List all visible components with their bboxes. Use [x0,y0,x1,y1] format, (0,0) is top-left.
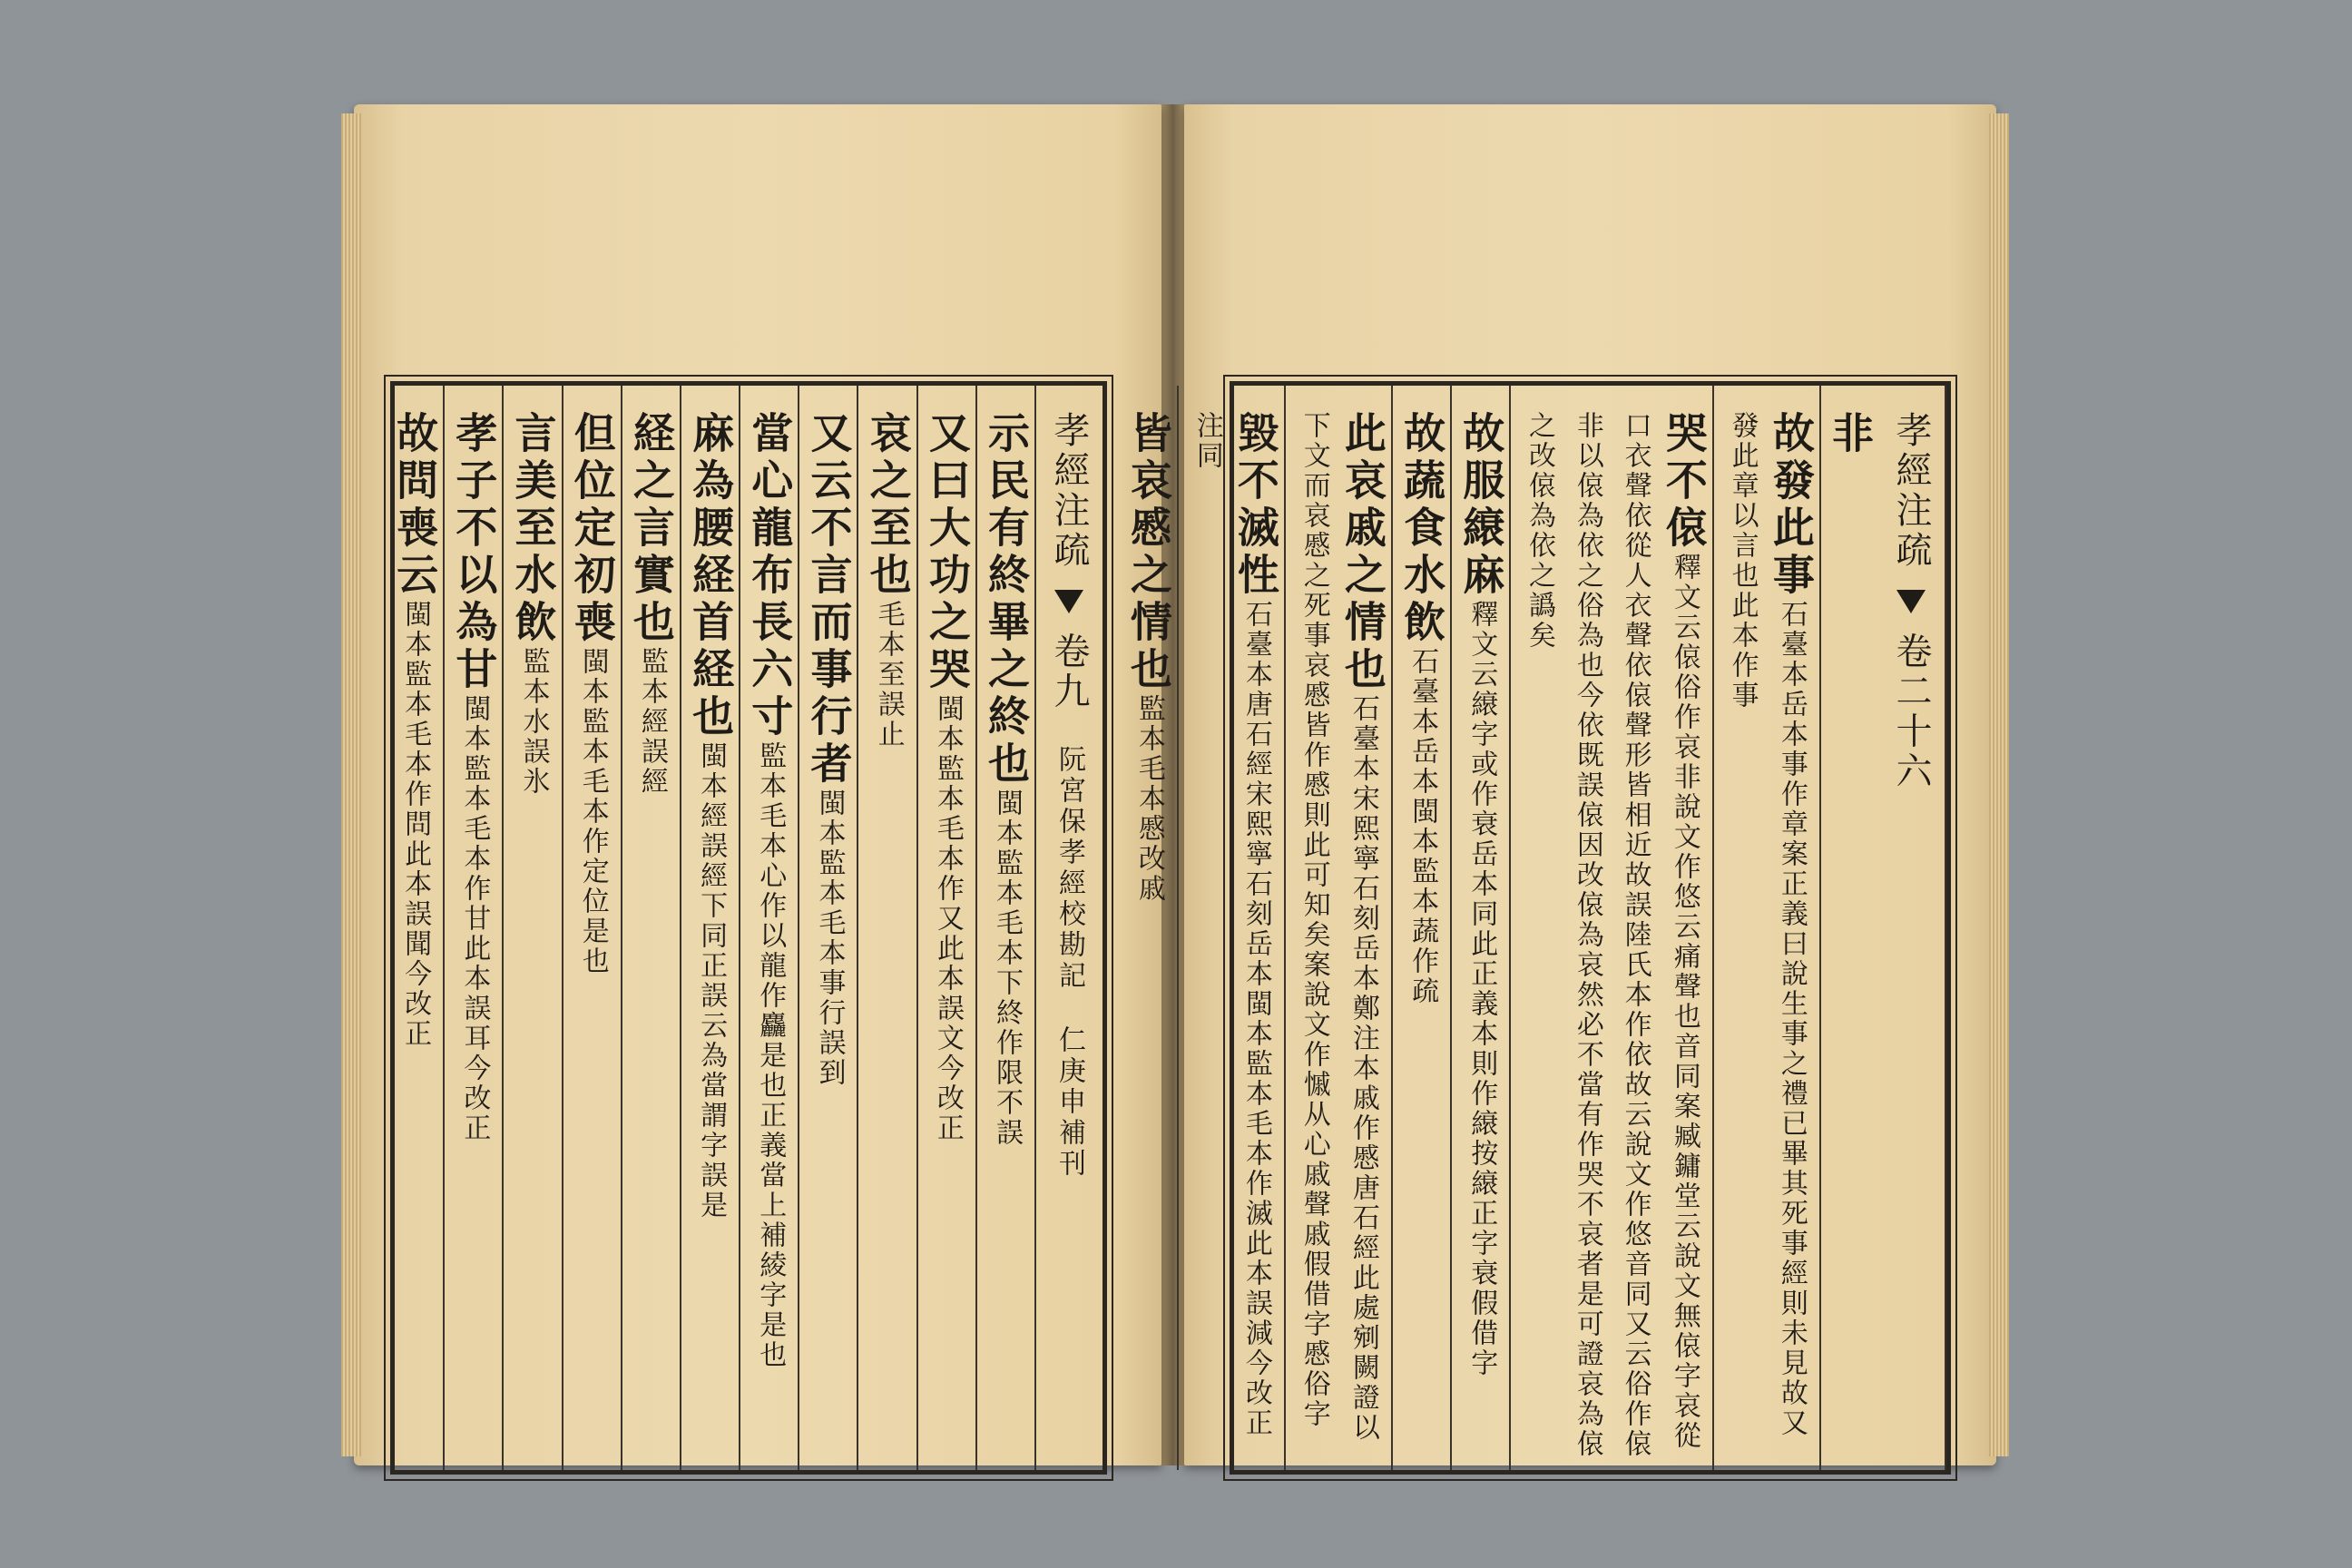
main-text: 故發此事 [1766,411,1816,600]
right-page [1123,104,1996,1465]
text-column [443,386,502,1470]
main-text: 麻為腰経首経也 [686,411,736,741]
text-column [502,386,561,1470]
main-text: 孝子不以為甘 [449,411,499,694]
margin-sub: 卷二十六 [1890,632,1932,792]
text-column [1509,386,1712,1470]
main-text: 経之言實也 [626,411,676,647]
text-column [621,386,680,1470]
annotation-text: 監本毛本心作以龍作麤是也正義當上補綾字是也 [754,741,787,1370]
text-column [975,386,1034,1470]
text-column [798,386,857,1470]
annotation-text: 石臺本宋熙寧石刻岳本鄭注本戚作慼唐石經此處剜闕證以下文而哀慼之死事哀慼皆作慼則此可知矣案說文作慽从心戚聲戚假借字慼俗字 [1298,411,1379,1443]
text-column [680,386,739,1470]
page-edge [1989,113,2009,1456]
main-text: 哀之至也 [863,411,913,600]
text-column [1712,386,1819,1470]
margin-title: 孝經注疏 [1048,411,1090,571]
main-text: 故蔬食水飲 [1397,411,1447,647]
main-text: 哭不偯 [1659,411,1709,553]
right-columns [1123,386,1946,1470]
text-column [1819,386,1878,1470]
annotation-text: 釋文云偯俗作哀非說文作悠云痛聲也音同案臧鏞堂云說文無偯字哀從口衣聲依從人衣聲依偯聲形皆相近故誤陸氏本作依故云說文作悠音同又云俗作偯非以偯為依之俗為也今依既誤偯因改偯為哀然必不當有作哭不哀者是可證哀為偯之改偯為依之譌矣 [1524,411,1700,1459]
main-text: 此哀戚之情也 [1338,411,1387,694]
text-column [1177,386,1284,1470]
main-text: 毀不滅性 [1230,411,1280,600]
main-text: 又云不言而事行者 [804,411,854,789]
main-text: 又曰大功之哭 [922,411,972,694]
text-column [386,386,443,1470]
main-text: 非 [1826,411,1875,458]
main-text: 示民有終畢之終也 [982,411,1031,789]
fish-tail-mark-icon [1896,590,1926,613]
right-margin-column [1878,386,1946,1470]
main-text: 但位定初喪 [567,411,617,647]
annotation-text: 閩本監本毛本作甘此本誤耳今改正 [458,694,491,1143]
main-text: 故問喪云 [390,411,440,600]
annotation-text: 毛本至誤止 [872,600,905,750]
annotation-text: 閩本監本毛本作問此本誤聞今改正 [399,600,432,1049]
left-margin-column [1034,386,1102,1470]
text-column [739,386,798,1470]
main-text: 言美至水飲 [508,411,558,647]
left-page [354,104,1161,1465]
main-text: 當心龍布長六寸 [745,411,795,741]
annotation-text: 閩本監本毛本事行誤到 [813,789,846,1088]
text-column [1391,386,1450,1470]
main-text: 故服縗麻 [1456,411,1506,600]
main-text: 皆哀慼之情也 [1123,411,1173,694]
fish-tail-mark-icon [1054,590,1083,613]
right-text-frame [1123,381,1951,1475]
margin-foot: 仁庚申補刊 [1054,1024,1085,1180]
margin-credit: 阮宮保孝經校勘記 [1054,745,1085,993]
annotation-text: 閩本監本毛本作定位是也 [576,647,609,976]
left-text-frame [390,381,1107,1475]
annotation-text: 監本毛本慼改戚 [1132,694,1165,904]
text-column [1120,386,1177,1470]
open-book [336,86,2014,1502]
text-column [1450,386,1509,1470]
annotation-text: 閩本監本毛本作又此本誤文今改正 [931,694,964,1143]
text-column [562,386,621,1470]
annotation-text: 石臺本唐石經宋熙寧石刻岳本閩本監本毛本作滅此本誤減今改正注同 [1191,411,1272,1438]
margin-sub: 卷九 [1048,632,1090,712]
annotation-text: 閩本經誤經下同正誤云為當謂字誤是 [695,741,728,1220]
annotation-text: 監本水誤氷 [517,647,550,797]
annotation-text: 石臺本岳本事作章案正義曰說生事之禮已畢其死事經則未見故又發此章以言也此本作事 [1726,411,1808,1438]
margin-title: 孝經注疏 [1890,411,1932,571]
annotation-text: 監本經誤經 [635,647,668,797]
text-column [857,386,916,1470]
annotation-text: 釋文云縗字或作衰岳本同此正義本則作縗按縗正字衰假借字 [1465,600,1498,1378]
annotation-text: 石臺本岳本閩本監本蔬作疏 [1406,647,1439,1006]
annotation-text: 閩本監本毛本下終作限不誤 [991,789,1023,1148]
text-column [916,386,975,1470]
text-column [1284,386,1391,1470]
page-edge [341,113,361,1456]
left-columns [390,386,1102,1470]
